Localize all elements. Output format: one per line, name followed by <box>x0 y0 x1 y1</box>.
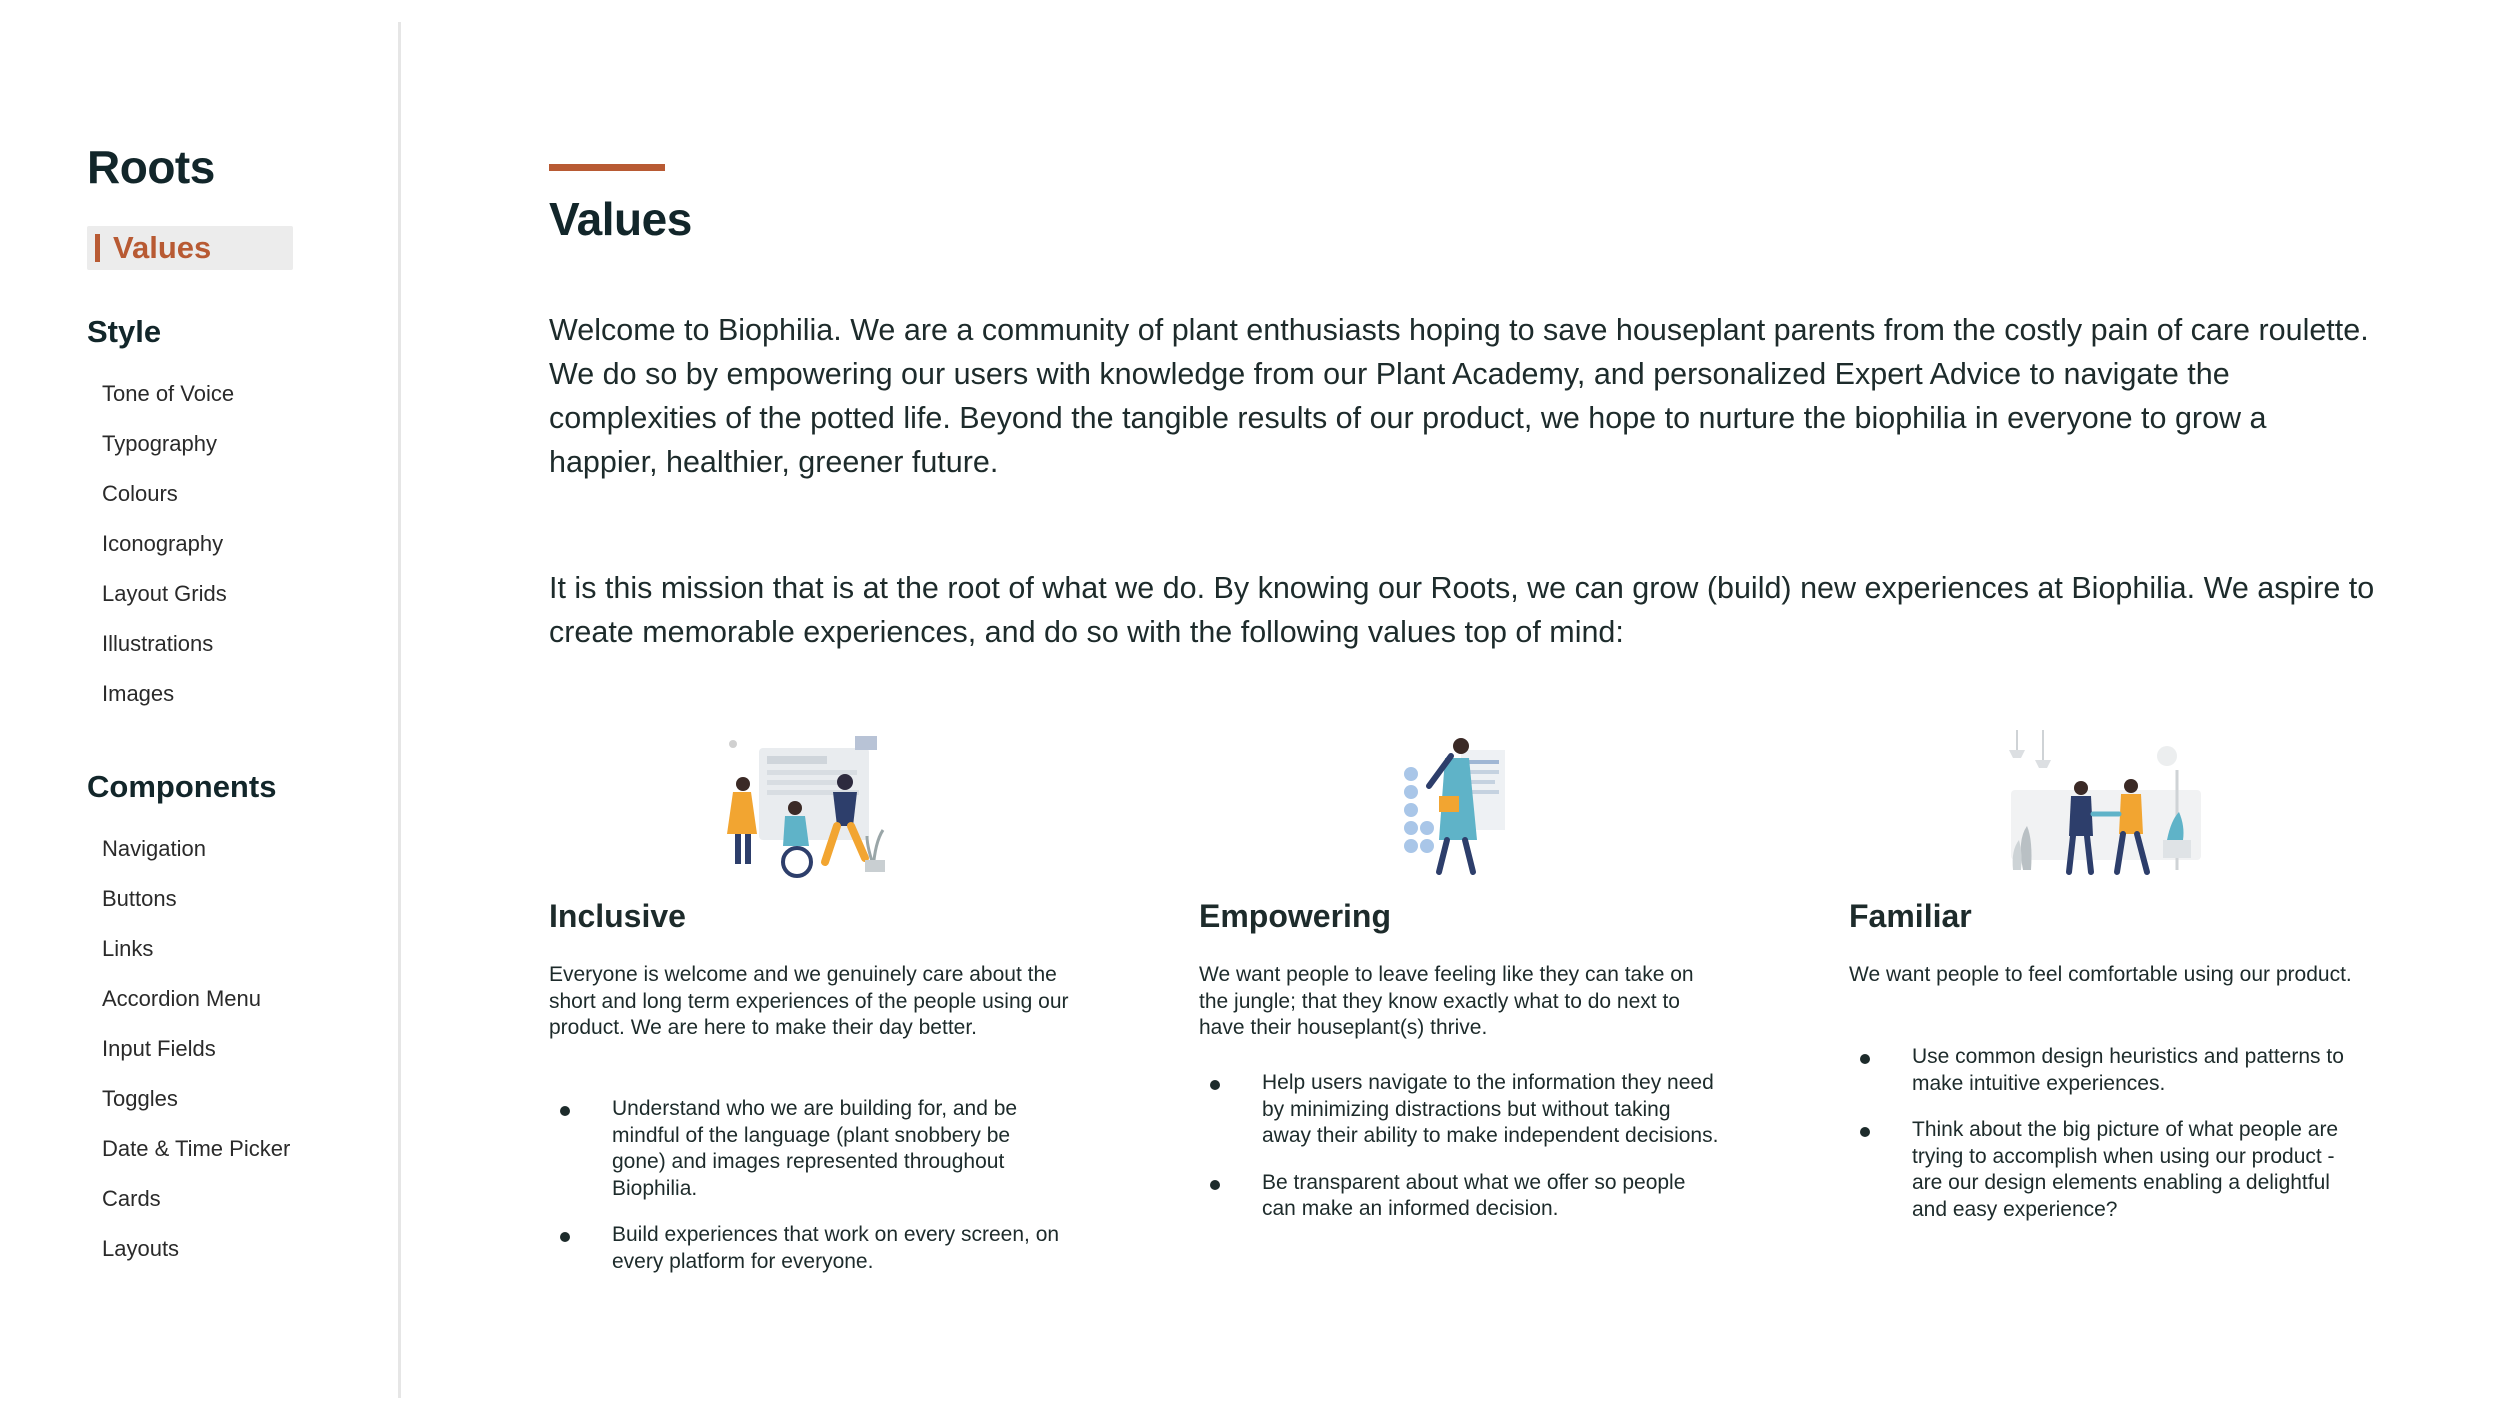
bullet-icon <box>560 1106 570 1116</box>
value-bullet-list <box>1849 1044 2369 1243</box>
value-bullet-list <box>549 1096 1069 1295</box>
page-title: Values <box>549 193 692 245</box>
list-item-text: Think about the big picture of what people are trying to accomplish when using our product - are our design elements enabling a delightful and easy experience? <box>1912 1118 2339 1221</box>
sidebar-item-values[interactable] <box>87 226 293 270</box>
sidebar-item-label: Values <box>113 230 212 265</box>
value-description: We want people to feel comfortable using our product. <box>1849 963 2352 986</box>
intro-paragraph-2: It is this mission that is at the root of what we do. By knowing our Roots, we can grow (build) new experiences at Biophilia. We aspire to create memorable experiences, and do so with the following values top of mind: <box>549 571 2375 649</box>
list-item-text: Build experiences that work on every screen, on every platform for everyone. <box>612 1223 1060 1273</box>
familiar-illustration <box>2007 730 2217 880</box>
sidebar-item-navigation[interactable]: Navigation <box>102 836 206 861</box>
list-item-text: Help users navigate to the information they need by minimizing distractions but without taking away their ability to make independent decisions. <box>1262 1071 1719 1147</box>
value-title: Empowering <box>1199 898 1392 934</box>
list-item-text: Use common design heuristics and patterns to make intuitive experiences. <box>1912 1045 2344 1095</box>
sidebar <box>0 0 400 1406</box>
sidebar-item-cards[interactable]: Cards <box>102 1186 161 1211</box>
list-item <box>1849 1117 2369 1223</box>
sidebar-item-typography[interactable]: Typography <box>102 431 217 456</box>
sidebar-item-layouts[interactable]: Layouts <box>102 1236 180 1261</box>
sidebar-item-date-time-picker[interactable]: Date & Time Picker <box>102 1136 291 1161</box>
value-title: Familiar <box>1849 898 1972 934</box>
value-title: Inclusive <box>549 898 686 934</box>
bullet-icon <box>560 1232 570 1242</box>
sidebar-item-layout-grids[interactable]: Layout Grids <box>102 581 227 606</box>
value-description: Everyone is welcome and we genuinely care about the short and long term experiences of the people using our product. We are here to make their day better. <box>549 963 1069 1039</box>
sidebar-item-accordion-menu[interactable]: Accordion Menu <box>102 986 261 1011</box>
intro-paragraph-1: Welcome to Biophilia. We are a community of plant enthusiasts hoping to save houseplant parents from the costly pain of care roulette. We do so by empowering our users with knowledge from our Plant Academy, and personalized Expert Advice to navigate the complexities of the potted life. Beyond the tangible results of our product, we hope to nurture the biophilia in everyone to grow a happier, healthier, greener future. <box>549 313 2369 479</box>
sidebar-item-links[interactable]: Links <box>102 936 154 961</box>
sidebar-heading-style: Style <box>87 314 162 349</box>
bullet-icon <box>1860 1127 1870 1137</box>
sidebar-item-toggles[interactable]: Toggles <box>102 1086 178 1111</box>
sidebar-item-iconography[interactable]: Iconography <box>102 531 224 556</box>
list-item-text: Be transparent about what we offer so people can make an informed decision. <box>1262 1170 1686 1220</box>
value-description: We want people to leave feeling like they can take on the jungle; that they know exactly what to do next to have their houseplant(s) thrive. <box>1199 963 1694 1039</box>
empowering-illustration <box>1399 730 1519 880</box>
sidebar-item-images[interactable]: Images <box>102 681 175 706</box>
bullet-icon <box>1860 1054 1870 1064</box>
sidebar-divider <box>398 22 401 1398</box>
sidebar-item-buttons[interactable]: Buttons <box>102 886 177 911</box>
sidebar-item-illustrations[interactable]: Illustrations <box>102 631 214 656</box>
value-bullet-list <box>1199 1070 1719 1243</box>
sidebar-heading-components: Components <box>87 769 277 804</box>
list-item <box>1199 1070 1719 1150</box>
bullet-icon <box>1210 1080 1220 1090</box>
inclusive-illustration <box>697 730 897 880</box>
list-item-text: Understand who we are building for, and be mindful of the language (plant snobbery be gone) and images represented throughout Biophilia. <box>612 1097 1018 1200</box>
list-item <box>1199 1170 1719 1223</box>
list-item <box>549 1222 1069 1275</box>
list-item <box>1849 1044 2369 1097</box>
title-accent-bar <box>549 164 665 171</box>
sidebar-item-tone-of-voice[interactable]: Tone of Voice <box>102 381 235 406</box>
bullet-icon <box>1210 1180 1220 1190</box>
list-item <box>549 1096 1069 1202</box>
active-indicator <box>95 234 100 262</box>
sidebar-title: Roots <box>87 141 215 193</box>
sidebar-item-input-fields[interactable]: Input Fields <box>102 1036 216 1061</box>
sidebar-item-colours[interactable]: Colours <box>102 481 178 506</box>
